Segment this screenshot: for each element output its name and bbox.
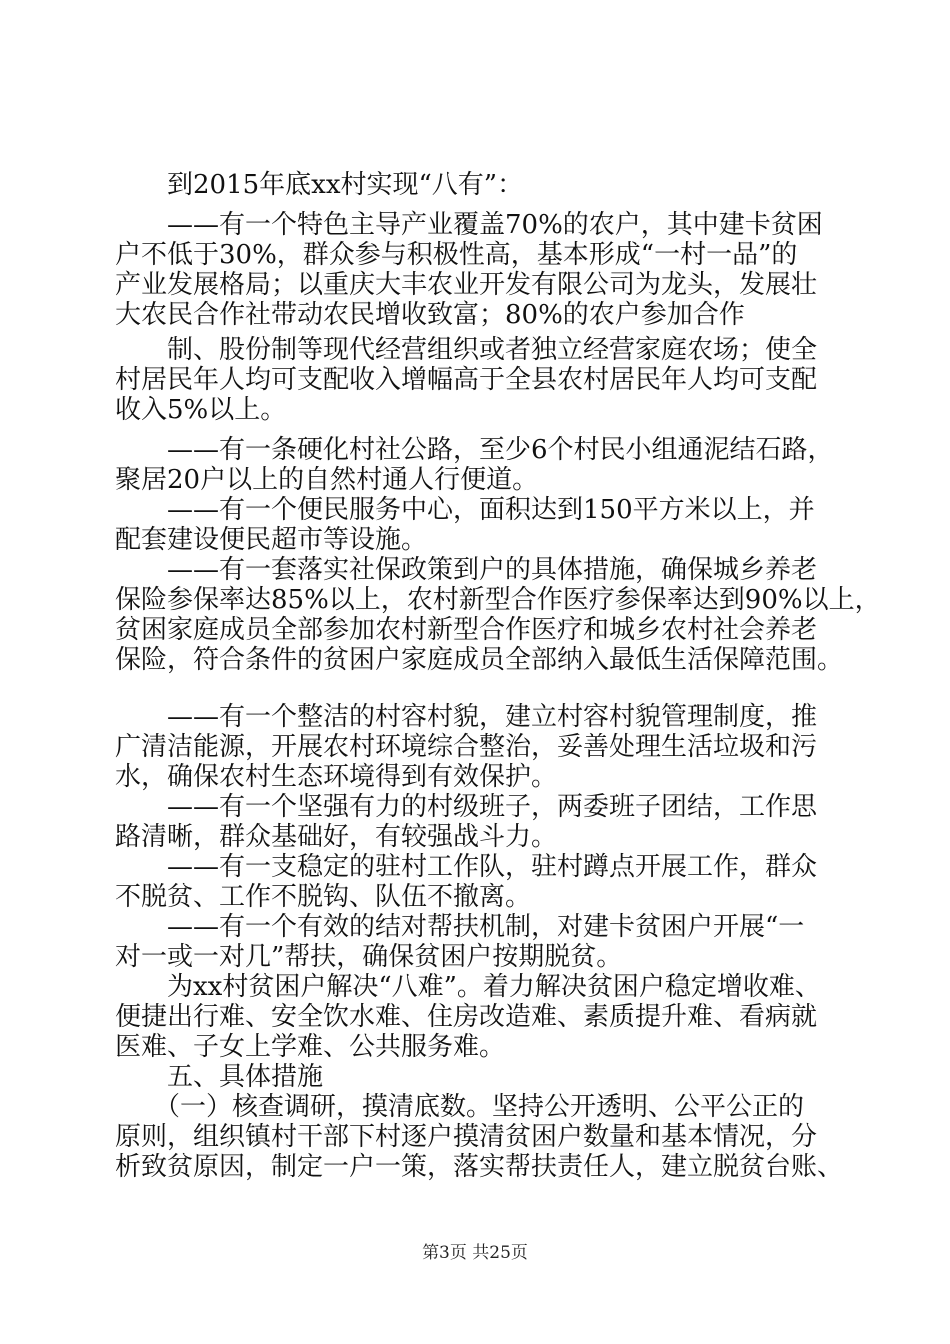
text-line: 路清晰，群众基础好，有较强战斗力。 [115, 822, 558, 852]
text-line: ——有一个整洁的村容村貌，建立村容村貌管理制度，推 [115, 702, 818, 732]
text-line: 保险参保率达85%以上，农村新型合作医疗参保率达到90%以上， [115, 585, 881, 615]
text-line: 对一或一对几”帮扶，确保贫困户按期脱贫。 [115, 942, 623, 972]
text-line: 不脱贫、工作不脱钩、队伍不撤离。 [115, 882, 532, 912]
text-line: 到2015年底xx村实现“八有”： [115, 170, 524, 200]
text-line: 制、股份制等现代经营组织或者独立经营家庭农场；使全 [115, 335, 818, 365]
text-line: 村居民年人均可支配收入增幅高于全县农村居民年人均可支配 [115, 365, 818, 395]
text-line: 为xx村贫困户解决“八难”。着力解决贫困户稳定增收难、 [115, 972, 821, 1002]
text-line: ——有一个特色主导产业覆盖70%的农户，其中建卡贫困 [115, 210, 823, 240]
text-line: 收入5%以上。 [115, 395, 287, 425]
text-line: 配套建设便民超市等设施。 [115, 525, 428, 555]
text-line: ——有一套落实社保政策到户的具体措施，确保城乡养老 [115, 555, 818, 585]
text-line: 便捷出行难、安全饮水难、住房改造难、素质提升难、看病就 [115, 1002, 818, 1032]
text-line: 五、具体措施 [115, 1062, 324, 1092]
text-line: 产业发展格局；以重庆大丰农业开发有限公司为龙头，发展壮 [115, 270, 818, 300]
text-line: 水，确保农村生态环境得到有效保护。 [115, 762, 558, 792]
text-line: 聚居20户以上的自然村通人行便道。 [115, 465, 539, 495]
text-line: ——有一支稳定的驻村工作队，驻村蹲点开展工作，群众 [115, 852, 818, 882]
text-line: 大农民合作社带动农民增收致富；80%的农户参加合作 [115, 300, 745, 330]
text-line: 户不低于30%，群众参与积极性高，基本形成“一村一品”的 [115, 240, 798, 270]
text-line: 医难、子女上学难、公共服务难。 [115, 1032, 506, 1062]
text-line: ——有一个有效的结对帮扶机制，对建卡贫困户开展“一 [115, 912, 805, 942]
text-line: 析致贫原因，制定一户一策，落实帮扶责任人，建立脱贫台账、 [115, 1152, 844, 1182]
text-line: 广清洁能源，开展农村环境综合整治，妥善处理生活垃圾和污 [115, 732, 818, 762]
text-line: 保险，符合条件的贫困户家庭成员全部纳入最低生活保障范围。 [115, 645, 844, 675]
page-number-footer: 第3页 共25页 [422, 1243, 528, 1263]
text-line: ——有一个便民服务中心，面积达到150平方米以上，并 [115, 495, 815, 525]
text-line: ——有一个坚强有力的村级班子，两委班子团结，工作思 [115, 792, 818, 822]
text-line: ——有一条硬化村社公路，至少6个村民小组通泥结石路， [115, 435, 834, 465]
text-line: （一）核查调研，摸清底数。坚持公开透明、公平公正的 [115, 1092, 805, 1122]
text-line: 贫困家庭成员全部参加农村新型合作医疗和城乡农村社会养老 [115, 615, 818, 645]
text-line: 原则，组织镇村干部下村逐户摸清贫困户数量和基本情况，分 [115, 1122, 818, 1152]
